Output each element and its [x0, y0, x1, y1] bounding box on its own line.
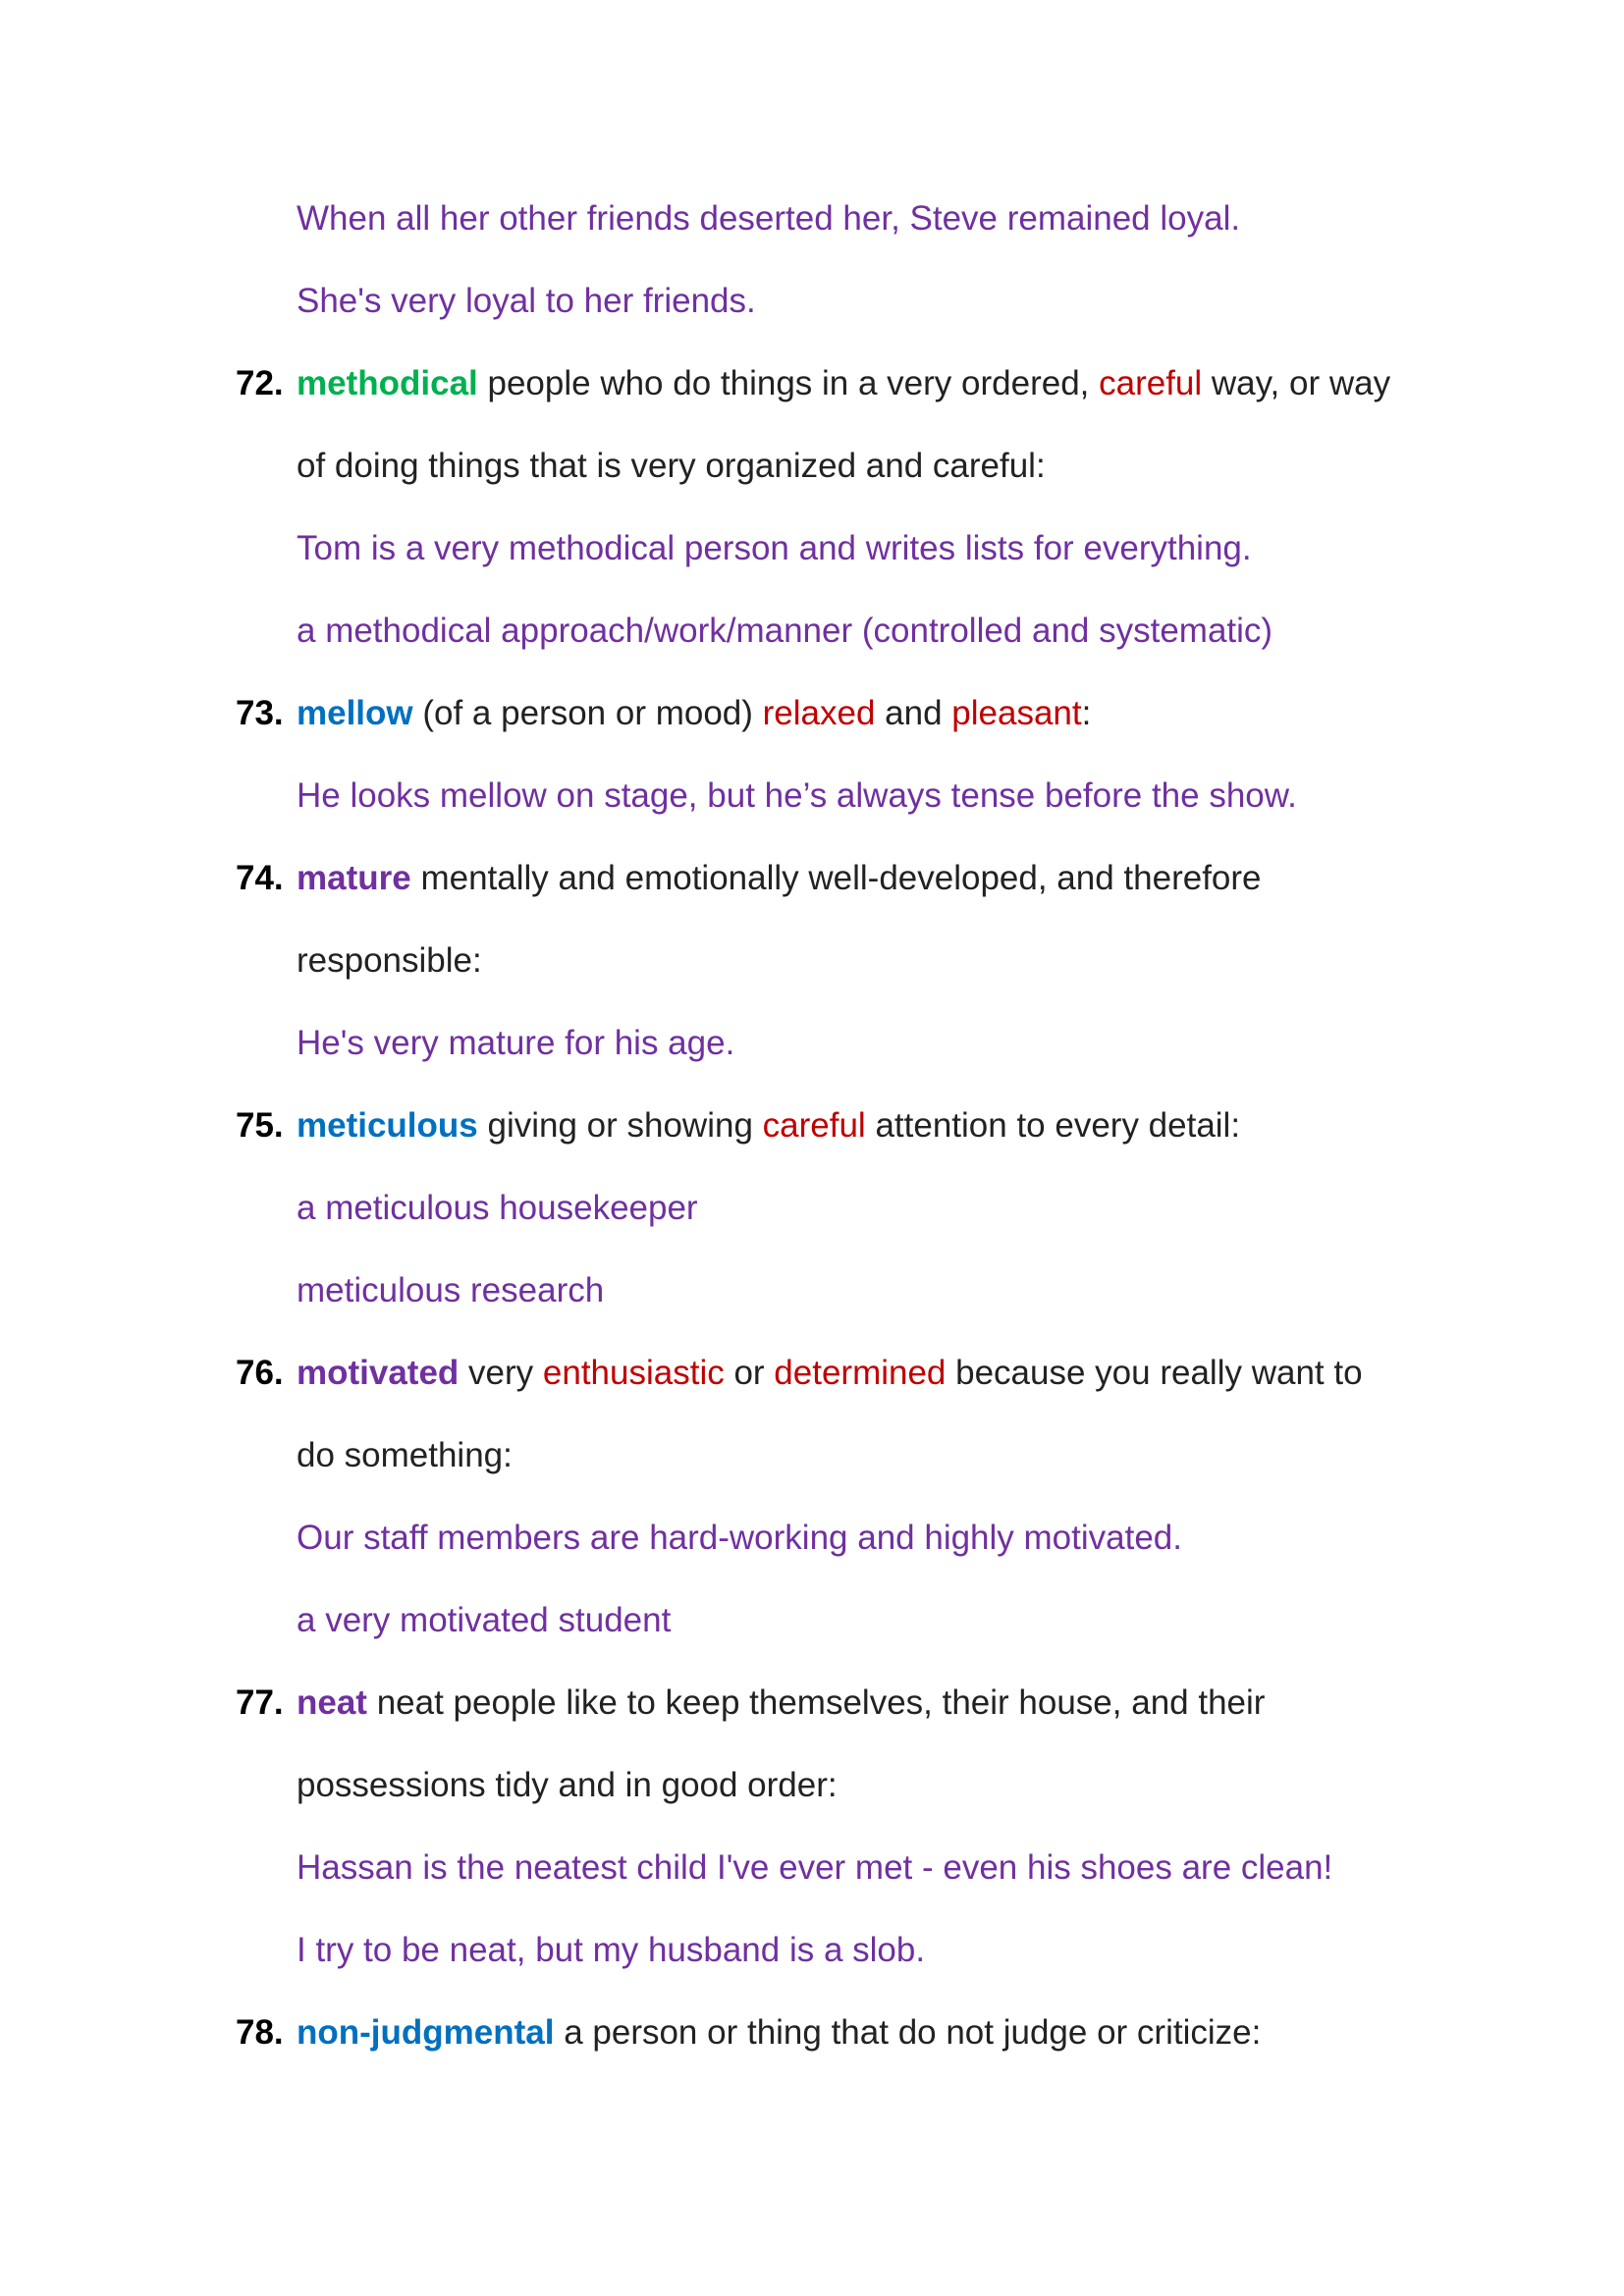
highlight-word: relaxed	[762, 694, 876, 732]
entry-definition	[297, 1354, 1363, 1393]
highlight-word: careful	[1099, 364, 1203, 402]
entry-number: 73.	[236, 694, 284, 732]
definition-text: attention to every detail:	[865, 1106, 1241, 1145]
highlight-word: pleasant	[951, 694, 1082, 732]
example-text: He looks mellow on stage, but he’s always tense before the show.	[297, 776, 1297, 815]
entry-number: 72.	[236, 364, 284, 402]
definition-text: :	[1081, 694, 1092, 732]
definition-text: very	[459, 1354, 543, 1392]
entry-number: 77.	[236, 1683, 284, 1722]
example-text: Hassan is the neatest child I've ever met - even his shoes are clean!	[297, 1848, 1333, 1887]
entry-term: mellow	[297, 694, 413, 732]
entry-term: mature	[297, 859, 411, 897]
definition-text: way, or way	[1202, 364, 1391, 402]
entry-definition	[297, 859, 1262, 898]
entry-term: meticulous	[297, 1106, 478, 1145]
definition-text: because you really want to	[946, 1354, 1363, 1392]
example-text: She's very loyal to her friends.	[297, 282, 756, 320]
entry-definition	[297, 1106, 1240, 1146]
definition-text: do something:	[297, 1436, 513, 1474]
example-text: He's very mature for his age.	[297, 1024, 735, 1062]
entry-term: motivated	[297, 1354, 460, 1392]
entry-definition	[297, 2013, 1261, 2053]
definition-text: giving or showing	[477, 1106, 763, 1145]
entry-term: non-judgmental	[297, 2013, 555, 2052]
entry-definition	[297, 694, 1091, 733]
highlight-word: careful	[762, 1106, 866, 1145]
definition-text: a person or thing that do not judge or criticize:	[554, 2013, 1262, 2052]
definition-text: or	[724, 1354, 775, 1392]
entry-term: neat	[297, 1683, 367, 1722]
example-text: a very motivated student	[297, 1601, 672, 1639]
highlight-word: enthusiastic	[542, 1354, 725, 1392]
definition-text: neat people like to keep themselves, their house, and their	[366, 1683, 1266, 1722]
definition-text: of doing things that is very organized and careful:	[297, 447, 1046, 485]
entry-number: 76.	[236, 1354, 284, 1392]
entry-definition	[297, 364, 1390, 403]
example-text: Tom is a very methodical person and writes lists for everything.	[297, 529, 1252, 567]
example-text: meticulous research	[297, 1271, 605, 1309]
entry-number: 75.	[236, 1106, 284, 1145]
example-text: When all her other friends deserted her, Steve remained loyal.	[297, 199, 1241, 238]
example-text: a meticulous housekeeper	[297, 1189, 698, 1227]
entry-number: 74.	[236, 859, 284, 897]
definition-text: people who do things in a very ordered,	[477, 364, 1100, 402]
definition-text: possessions tidy and in good order:	[297, 1766, 838, 1804]
definition-text: and	[875, 694, 952, 732]
definition-text: mentally and emotionally well-developed, and therefore	[410, 859, 1262, 897]
definition-text: responsible:	[297, 941, 482, 980]
highlight-word: determined	[774, 1354, 947, 1392]
example-text: Our staff members are hard-working and highly motivated.	[297, 1519, 1182, 1557]
entry-term: methodical	[297, 364, 478, 402]
entry-definition	[297, 1683, 1265, 1723]
definition-text: (of a person or mood)	[412, 694, 763, 732]
entry-number: 78.	[236, 2013, 284, 2052]
example-text: a methodical approach/work/manner (controlled and systematic)	[297, 612, 1273, 650]
example-text: I try to be neat, but my husband is a slob.	[297, 1931, 926, 1969]
